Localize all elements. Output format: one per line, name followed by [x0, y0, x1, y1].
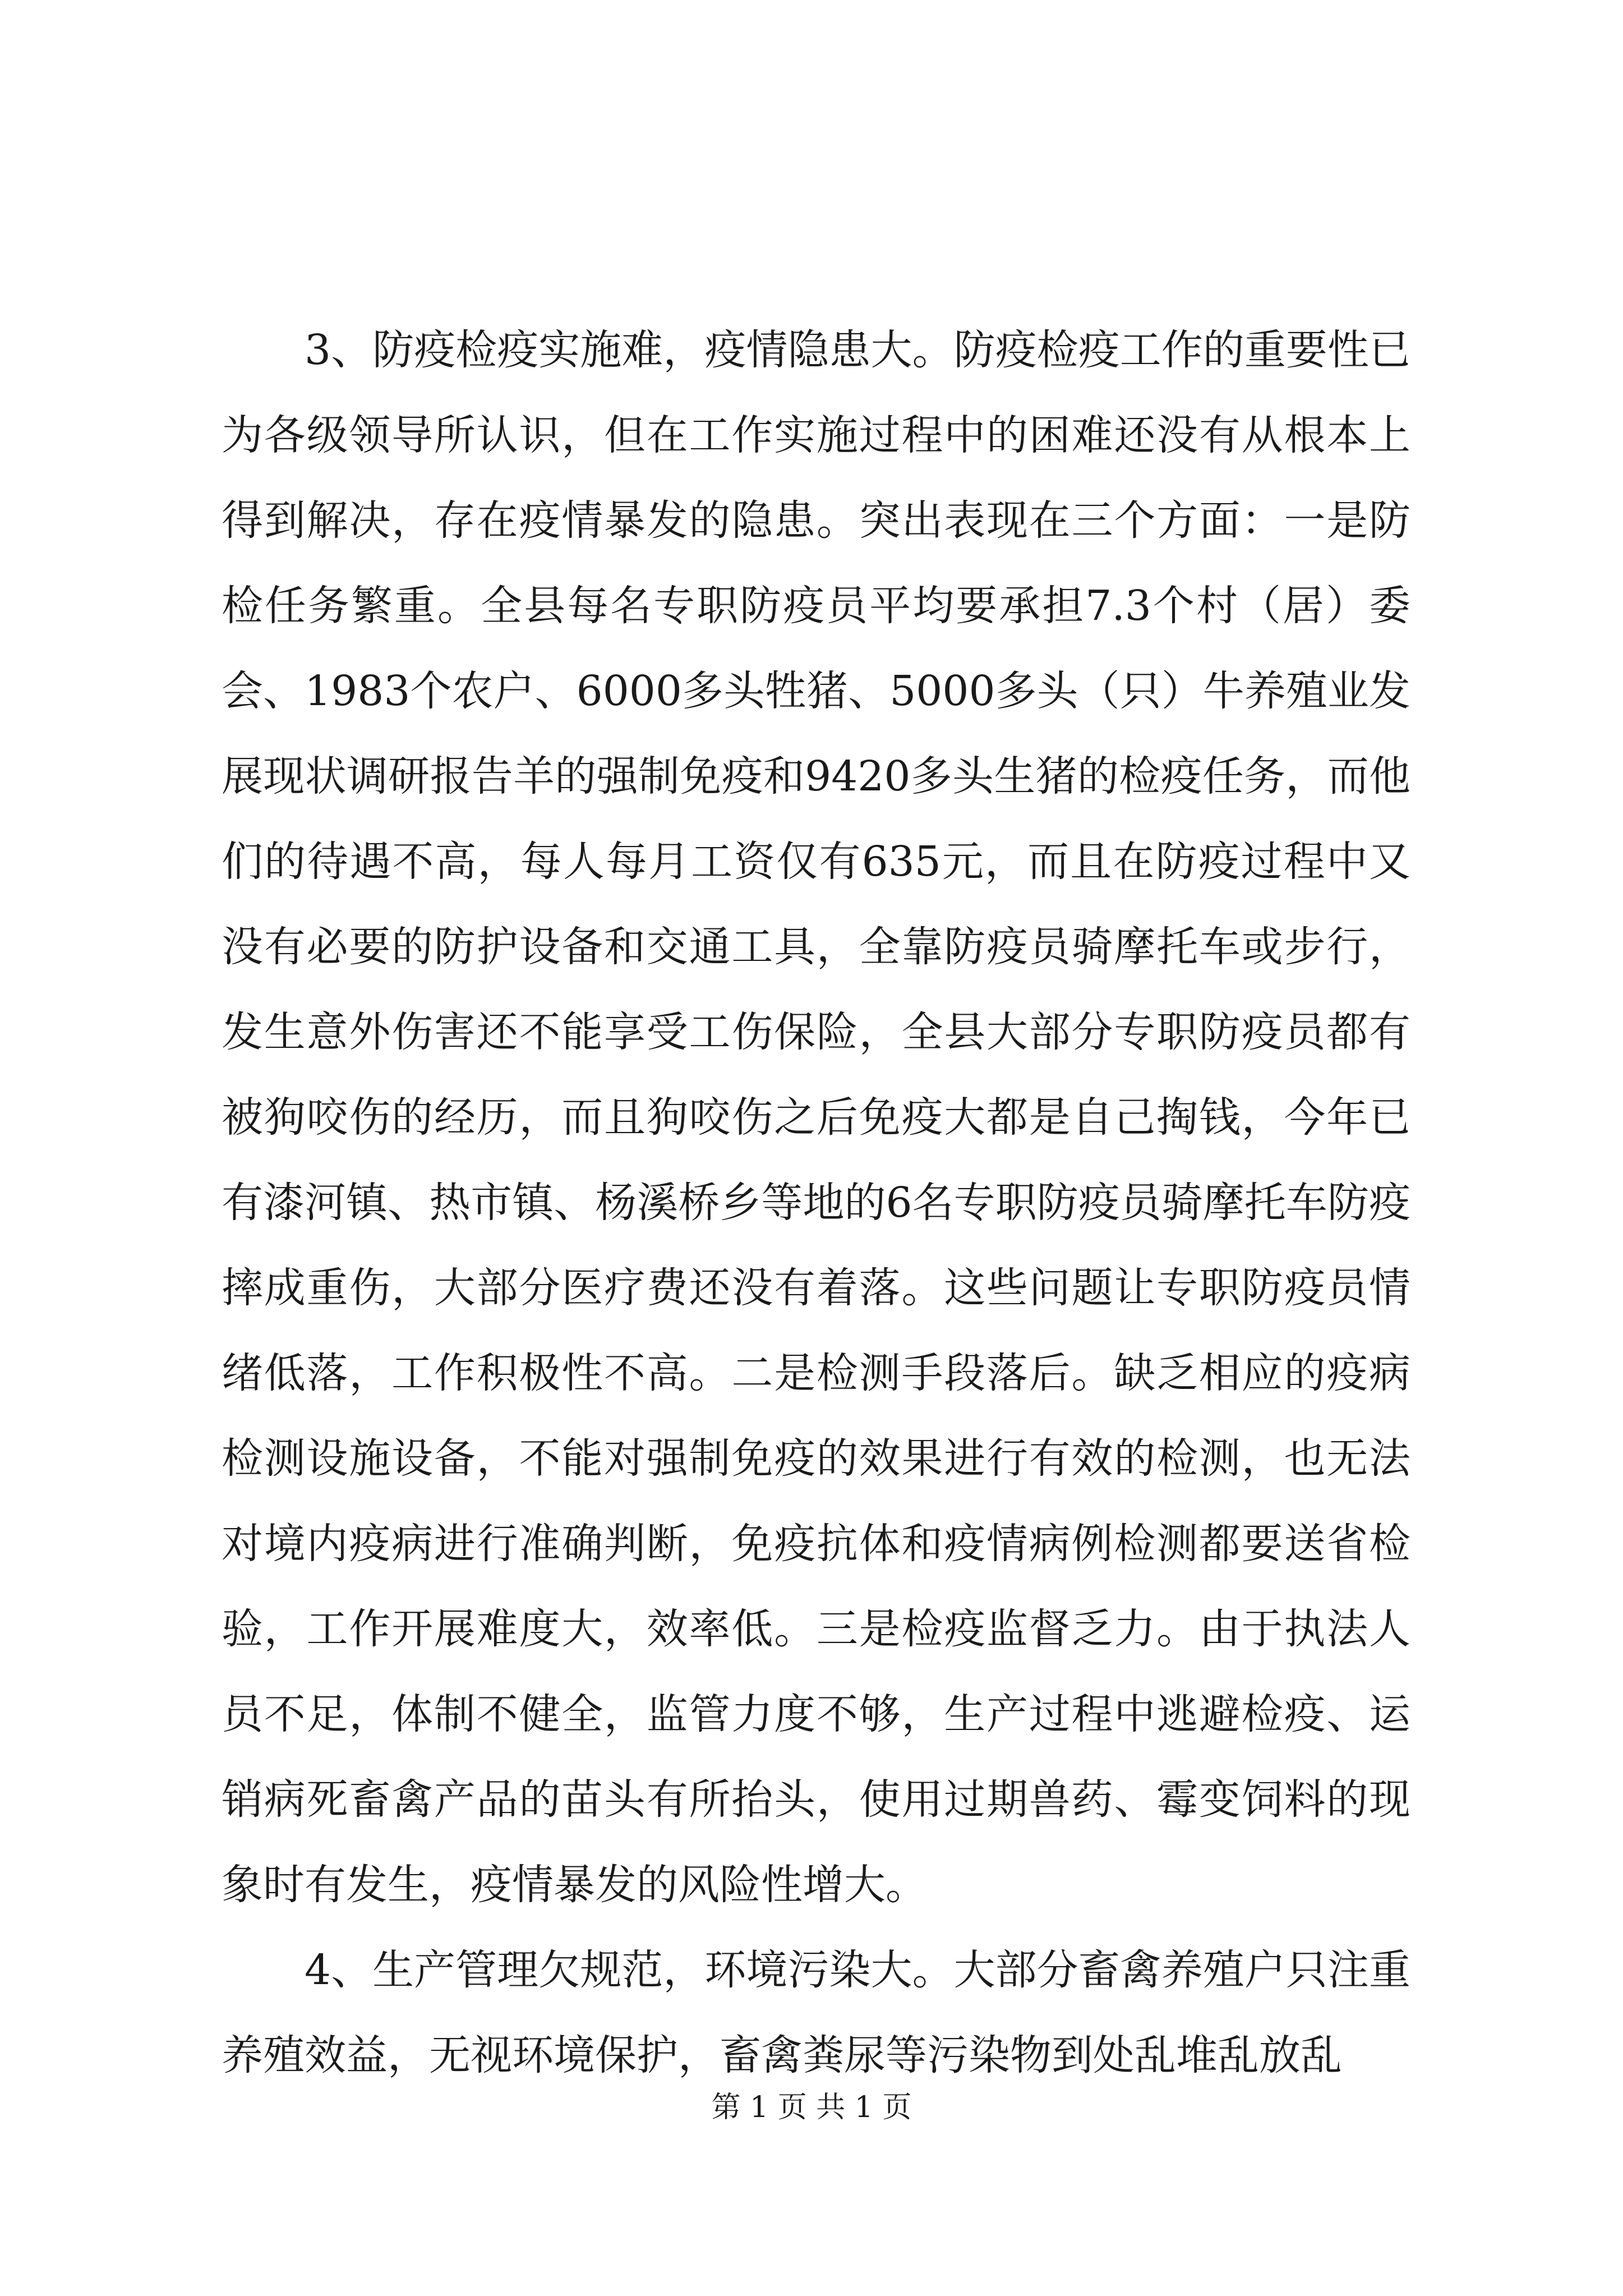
- page-footer: 第 1 页 共 1 页: [711, 2091, 912, 2124]
- document-body: [222, 307, 1410, 2098]
- paragraph-3-epidemic-prevention: 3、防疫检疫实施难，疫情隐患大。防疫检疫工作的重要性已为各级领导所认识，但在工作实施过程中的困难还没有从根本上得到解决，存在疫情暴发的隐患。突出表现在三个方面：一是防检任务繁重。全县每名专职防疫员平均要承担7.3个村（居）委会、1983个农户、6000多头牲猪、5000多头（只）牛养殖业发展现状调研报告羊的强制免疫和9420多头生猪的检疫任务，而他们的待遇不高，每人每月工资仅有635元，而且在防疫过程中又没有必要的防护设备和交通工具，全靠防疫员骑摩托车或步行，发生意外伤害还不能享受工伤保险，全县大部分专职防疫员都有被狗咬伤的经历，而且狗咬伤之后免疫大都是自己掏钱，今年已有漆河镇、热市镇、杨溪桥乡等地的6名专职防疫员骑摩托车防疫摔成重伤，大部分医疗费还没有着落。这些问题让专职防疫员情绪低落，工作积极性不高。二是检测手段落后。缺乏相应的疫病检测设施设备，不能对强制免疫的效果进行有效的检测，也无法对境内疫病进行准确判断，免疫抗体和疫情病例检测都要送省检验，工作开展难度大，效率低。三是检疫监督乏力。由于执法人员不足，体制不健全，监管力度不够，生产过程中逃避检疫、运销病死畜禽产品的苗头有所抬头，使用过期兽药、霉变饲料的现象时有发生，疫情暴发的风险性增大。: [222, 326, 1410, 1909]
- paragraph-4-production-management: 4、生产管理欠规范，环境污染大。大部分畜禽养殖户只注重养殖效益，无视环境保护，畜禽粪尿等污染物到处乱堆乱放乱: [222, 1946, 1410, 2079]
